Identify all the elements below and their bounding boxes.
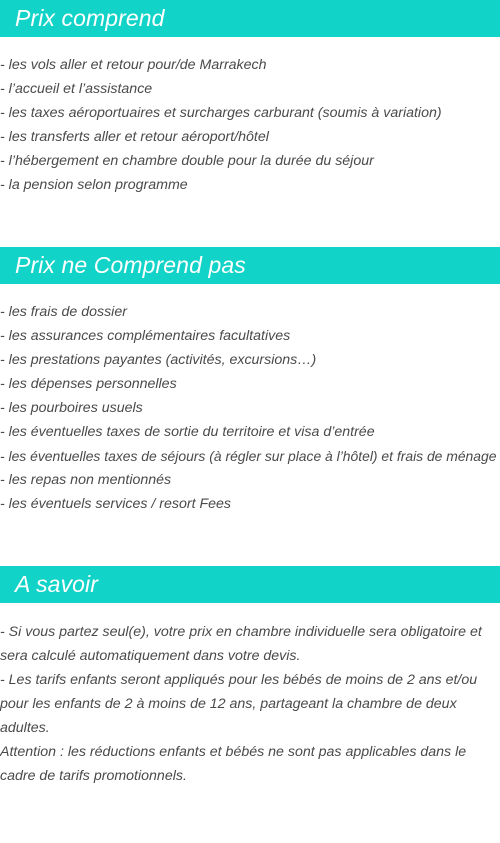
list-item: - les transferts aller et retour aéroport/hôtel — [0, 129, 269, 145]
section-prix-ne-comprend-pas — [0, 247, 500, 516]
section-header-prix-comprend — [0, 0, 500, 37]
section-a-savoir — [0, 566, 500, 788]
section-title: Prix ne Comprend pas — [15, 252, 246, 278]
info-paragraph: Attention : les réductions enfants et bébés ne sont pas applicables dans le cadre de tarifs promotionnels. — [0, 744, 467, 784]
info-paragraph: - Si vous partez seul(e), votre prix en chambre individuelle sera obligatoire et sera calculé automatiquement dans votre devis. — [0, 624, 482, 664]
list-item: - les repas non mentionnés — [0, 472, 172, 488]
excluded-list — [0, 300, 500, 516]
list-item: - les assurances complémentaires facultatives — [0, 328, 291, 344]
list-item: - l’hébergement en chambre double pour la durée du séjour — [0, 153, 374, 169]
section-header-prix-ne-comprend-pas — [0, 247, 500, 284]
section-title: A savoir — [15, 571, 99, 597]
list-item: - les éventuelles taxes de sortie du territoire et visa d’entrée — [0, 424, 375, 440]
list-item: - les éventuelles taxes de séjours (à régler sur place à l’hôtel) et frais de ménage — [0, 448, 497, 464]
list-item: - les prestations payantes (activités, excursions…) — [0, 352, 317, 368]
section-title: Prix comprend — [15, 5, 165, 31]
list-item: - les éventuels services / resort Fees — [0, 496, 232, 512]
list-item: - les vols aller et retour pour/de Marrakech — [0, 57, 267, 73]
section-prix-comprend — [0, 0, 500, 197]
included-list — [0, 53, 500, 197]
section-header-a-savoir — [0, 566, 500, 603]
list-item: - les dépenses personnelles — [0, 376, 177, 392]
info-text-block — [0, 620, 500, 788]
info-paragraph: - Les tarifs enfants seront appliqués pour les bébés de moins de 2 ans et/ou pour les enfants de 2 à moins de 12 ans, partageant la chambre de deux adultes. — [0, 672, 478, 736]
list-item: - les taxes aéroportuaires et surcharges carburant (soumis à variation) — [0, 105, 442, 121]
list-item: - la pension selon programme — [0, 177, 188, 193]
list-item: - les pourboires usuels — [0, 400, 143, 416]
list-item: - l’accueil et l’assistance — [0, 81, 153, 97]
list-item: - les frais de dossier — [0, 304, 127, 320]
